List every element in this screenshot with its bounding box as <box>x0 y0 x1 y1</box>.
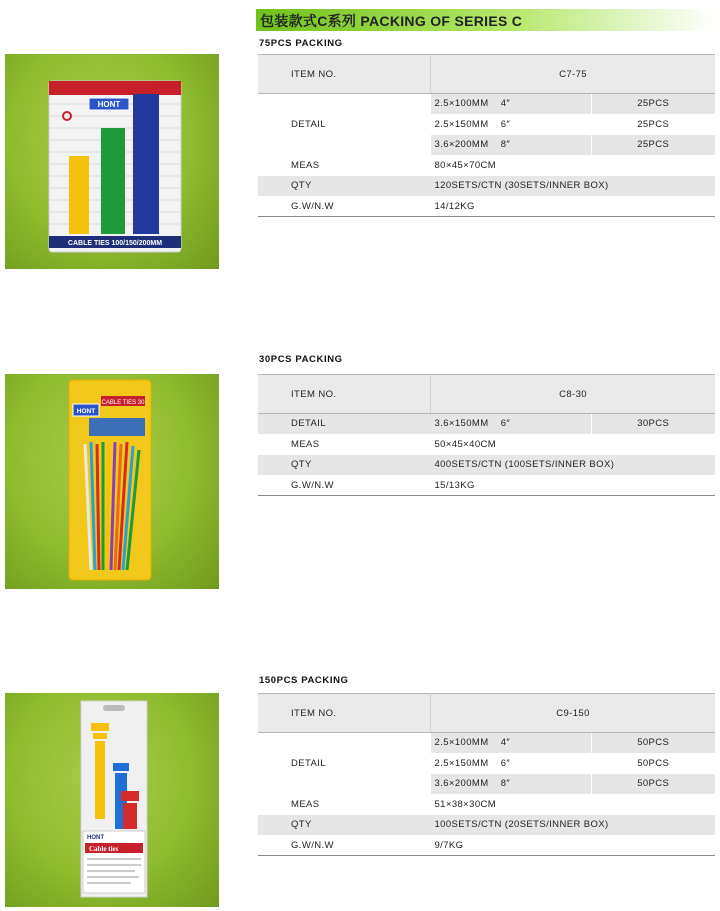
meas-value: 51×38×30CM <box>431 794 716 815</box>
qty-value: 120SETS/CTN (30SETS/INNER BOX) <box>431 176 716 197</box>
detail-size: 2.5×150MM 6″ <box>431 753 592 774</box>
table-row <box>258 414 715 435</box>
item-no-label: ITEM NO. <box>258 375 431 414</box>
gw-value: 15/13KG <box>431 475 716 496</box>
spec-table <box>258 693 715 856</box>
meas-label: MEAS <box>258 155 431 176</box>
item-no-value: C9-150 <box>431 694 716 733</box>
spec-table <box>258 54 715 217</box>
meas-label: MEAS <box>258 434 431 455</box>
item-no-label: ITEM NO. <box>258 694 431 733</box>
section-title: 30PCS PACKING <box>259 354 343 365</box>
table-row <box>258 196 715 217</box>
table-row <box>258 794 715 815</box>
detail-size: 2.5×100MM 4″ <box>431 733 592 754</box>
table-row <box>258 94 715 115</box>
detail-label: DETAIL <box>258 733 431 795</box>
item-no-value: C8-30 <box>431 375 716 414</box>
table-row <box>258 176 715 197</box>
detail-pcs: 30PCS <box>591 414 715 435</box>
detail-pcs: 50PCS <box>591 753 715 774</box>
section-title: 150PCS PACKING <box>259 675 349 686</box>
gw-label: G.W/N.W <box>258 475 431 496</box>
detail-pcs: 50PCS <box>591 733 715 754</box>
table-row <box>258 55 715 94</box>
qty-label: QTY <box>258 176 431 197</box>
table-row <box>258 375 715 414</box>
table-row <box>258 733 715 754</box>
page-header <box>256 9 716 31</box>
gw-label: G.W/N.W <box>258 835 431 856</box>
detail-size: 3.6×200MM 8″ <box>431 774 592 795</box>
gw-label: G.W/N.W <box>258 196 431 217</box>
photo-brand: HONT <box>87 835 104 841</box>
qty-label: QTY <box>258 815 431 836</box>
photo-brand: HONT <box>76 408 96 415</box>
product-photo <box>5 54 219 269</box>
detail-size: 2.5×100MM 4″ <box>431 94 592 115</box>
meas-value: 50×45×40CM <box>431 434 716 455</box>
detail-pcs: 25PCS <box>591 114 715 135</box>
qty-label: QTY <box>258 455 431 476</box>
table-row <box>258 434 715 455</box>
qty-value: 400SETS/CTN (100SETS/INNER BOX) <box>431 455 716 476</box>
section-title: 75PCS PACKING <box>259 38 343 49</box>
qty-value: 100SETS/CTN (20SETS/INNER BOX) <box>431 815 716 836</box>
detail-size: 2.5×150MM 6″ <box>431 114 592 135</box>
page-title: 包装款式C系列 PACKING OF SERIES C <box>260 13 523 29</box>
table-row <box>258 694 715 733</box>
detail-pcs: 25PCS <box>591 94 715 115</box>
meas-label: MEAS <box>258 794 431 815</box>
meas-value: 80×45×70CM <box>431 155 716 176</box>
detail-size: 3.6×150MM 6″ <box>431 414 592 435</box>
detail-label: DETAIL <box>258 414 431 435</box>
table-row <box>258 475 715 496</box>
table-row <box>258 835 715 856</box>
gw-value: 14/12KG <box>431 196 716 217</box>
table-row <box>258 455 715 476</box>
detail-pcs: 25PCS <box>591 135 715 156</box>
product-photo <box>5 693 219 907</box>
photo-caption: CABLE TIES 100/150/200MM <box>67 240 163 247</box>
item-no-label: ITEM NO. <box>258 55 431 94</box>
spec-table <box>258 374 715 496</box>
gw-value: 9/7KG <box>431 835 716 856</box>
table-row <box>258 155 715 176</box>
table-row <box>258 815 715 836</box>
detail-pcs: 50PCS <box>591 774 715 795</box>
detail-size: 3.6×200MM 8″ <box>431 135 592 156</box>
item-no-value: C7-75 <box>431 55 716 94</box>
photo-caption: CABLE TIES 30 <box>101 400 145 406</box>
detail-label: DETAIL <box>258 94 431 156</box>
photo-caption: Cable ties <box>89 845 119 853</box>
photo-brand: HONT <box>97 100 121 109</box>
product-photo <box>5 374 219 589</box>
